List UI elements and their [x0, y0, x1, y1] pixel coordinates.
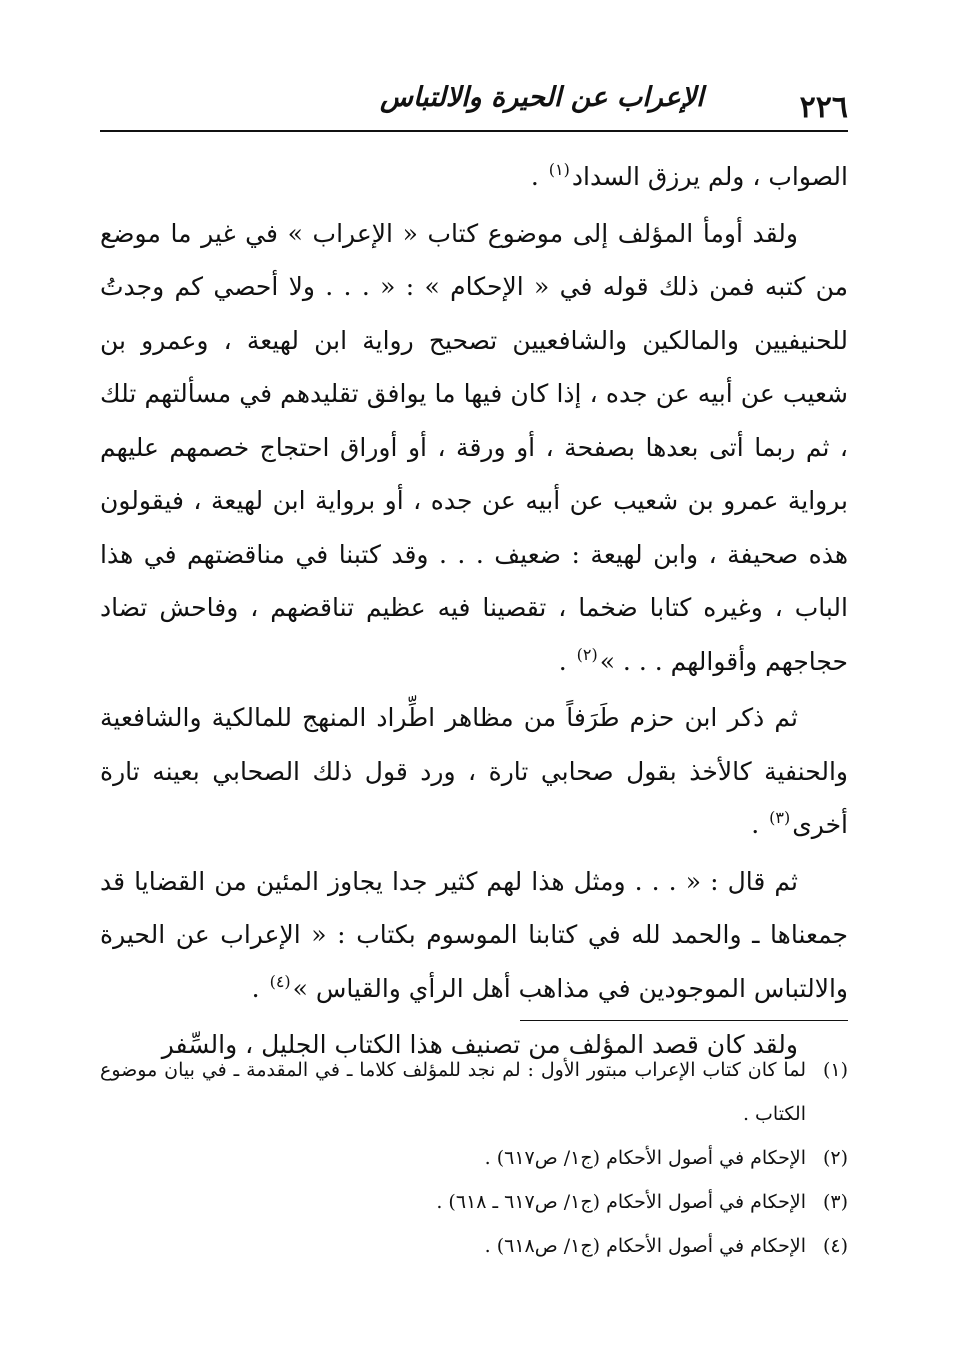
paragraph-3-text: ثم ذكر ابن حزم طَرَفاً من مظاهر اطِّراد المنهج للمالكية والشافعية والحنفية كالأخذ بقول صحابي تارة ، ورد قول ذلك الصحابي بعينه تارة أخرى — [100, 703, 848, 839]
page-header — [100, 78, 848, 128]
paragraph-1 — [100, 150, 848, 207]
paragraph-4-text: ثم قال : « . . . ومثل هذا لهم كثير جدا يجاوز المئين من القضايا قد جمعناها ـ والحمد لله في كتابنا الموسوم بكتاب : « الإعراب عن الحيرة والالتباس الموجودين في مذاهب أهل الرأي والقياس » — [100, 866, 848, 1003]
footnotes — [100, 1048, 848, 1268]
paragraph-5-text: ولقد كان قصد المؤلف من تصنيف هذا الكتاب الجليل ، والسِّفر — [161, 1030, 798, 1059]
paragraph-4 — [100, 855, 848, 1019]
footnote-ref-3[interactable]: (٣) — [769, 808, 791, 827]
footnote-ref-2[interactable]: (٢) — [576, 644, 598, 664]
paragraph-1-tail: . — [530, 162, 547, 191]
footnote-4 — [100, 1224, 848, 1268]
footnote-number: (١) — [822, 1059, 848, 1081]
footnote-divider — [520, 1020, 848, 1021]
running-title: الإعراب عن الحيرة والالتباس — [380, 82, 704, 113]
paragraph-4-tail: . — [251, 973, 268, 1003]
footnote-2 — [100, 1136, 848, 1180]
footnote-ref-4[interactable]: (٤) — [269, 971, 291, 991]
header-divider — [100, 130, 848, 132]
page-number: ٢٢٦ — [799, 90, 848, 125]
footnote-number: (٢) — [822, 1147, 848, 1169]
footnote-1 — [100, 1048, 848, 1136]
paragraph-3-tail: . — [751, 810, 768, 839]
paragraph-2 — [100, 207, 848, 692]
footnote-number: (٤) — [822, 1235, 848, 1257]
footnote-ref-1[interactable]: (١) — [548, 160, 570, 179]
footnote-3 — [100, 1180, 848, 1224]
paragraph-3 — [100, 691, 848, 855]
footnote-number: (٣) — [822, 1191, 848, 1213]
footnote-text: لما كان كتاب الإعراب مبتور الأول : لم نجد للمؤلف كلاما ـ في المقدمة ـ في بيان موضوع الكتاب . — [100, 1059, 806, 1125]
paragraph-1-text: الصواب ، ولم يرزق السداد — [571, 162, 848, 191]
footnote-text: الإحكام في أصول الأحكام (ج١/ ص٦١٧) . — [484, 1147, 806, 1169]
main-text — [100, 150, 848, 1072]
paragraph-2-text: ولقد أومأ المؤلف إلى موضوع كتاب « الإعراب » في غير ما موضع من كتبه فمن ذلك قوله في « الإحكام » : « . . . ولا أحصي كم وجدتُ للحنيفيين والمالكين والشافعيين تصحيح رواية ابن لهيعة ، وعمرو بن شعيب عن أبيه عن جده ، إذا كان فيها ما يوافق تقليدهم في مسألتهم تلك ، ثم ربما أتى بعدها بصفحة ، أو ورقة ، أو أوراق احتجاج خصمهم عليهم برواية عمرو بن شعيب عن أبيه عن جده ، أو برواية ابن لهيعة ، فيقولون هذه صحيفة ، وابن لهيعة : ضعيف . . . وقد كتبنا في مناقضتهم في هذا الباب ، وغيره كتابا ضخما ، تقصينا فيه عظيم تناقضهم ، وفاحش تضاد حجاجهم وأقوالهم . . . » — [100, 218, 848, 676]
footnote-text: الإحكام في أصول الأحكام (ج١/ ص٦١٨) . — [484, 1235, 806, 1257]
footnote-text: الإحكام في أصول الأحكام (ج١/ ص٦١٧ ـ ٦١٨) . — [436, 1191, 806, 1213]
paragraph-2-tail: . — [558, 646, 575, 676]
